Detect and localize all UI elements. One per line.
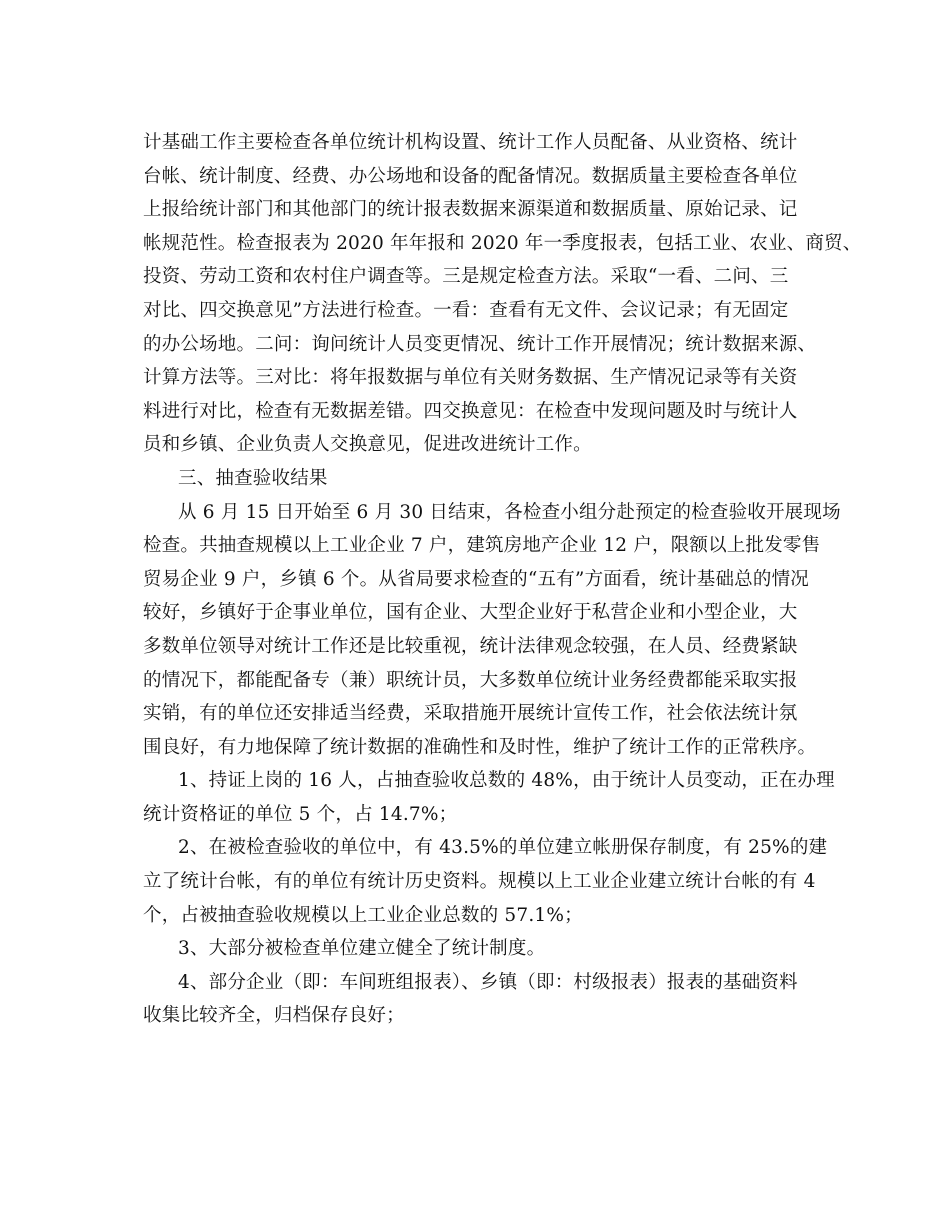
list-item-line: 统计资格证的单位 5 个，占 14.7%； (143, 803, 458, 825)
paragraph-line: 多数单位领导对统计工作还是比较重视，统计法律观念较强，在人员、经费紧缺 (143, 635, 798, 657)
list-item-line: 3、大部分被检查单位建立健全了统计制度。 (178, 938, 546, 960)
paragraph-line: 检查。共抽查规模以上工业企业 7 户，建筑房地产企业 12 户，限额以上批发零售 (143, 535, 821, 557)
paragraph-line: 围良好，有力地保障了统计数据的准确性和及时性，维护了统计工作的正常秩序。 (143, 736, 817, 758)
paragraph-line: 计算方法等。三对比：将年报数据与单位有关财务数据、生产情况记录等有关资 (143, 367, 798, 389)
paragraph-line: 从 6 月 15 日开始至 6 月 30 日结束，各检查小组分赴预定的检查验收开展现场 (178, 501, 841, 523)
paragraph-line: 对比、四交换意见”方法进行检查。一看：查看有无文件、会议记录；有无固定 (143, 299, 789, 321)
list-item-line: 2、在被检查验收的单位中，有 43.5%的单位建立帐册保存制度，有 25%的建 (178, 837, 828, 859)
document-body (143, 126, 862, 1033)
list-item-line: 个，占被抽查验收规模以上工业企业总数的 57.1%； (143, 904, 583, 926)
list-item-line: 1、持证上岗的 16 人，占抽查验收总数的 48%，由于统计人员变动，正在办理 (178, 770, 835, 792)
paragraph-line: 台帐、统计制度、经费、办公场地和设备的配备情况。数据质量主要检查各单位 (143, 165, 798, 187)
paragraph-line: 帐规范性。检查报表为 2020 年年报和 2020 年一季度报表，包括工业、农业、商贸、 (143, 232, 862, 254)
list-item-line: 立了统计台帐，有的单位有统计历史资料。规模以上工业企业建立统计台帐的有 4 (143, 871, 816, 893)
paragraph-line: 的情况下，都能配备专（兼）职统计员，大多数单位统计业务经费都能采取实报 (143, 669, 798, 691)
list-item-line: 收集比较齐全，归档保存良好； (143, 1005, 405, 1027)
paragraph-line: 上报给统计部门和其他部门的统计报表数据来源渠道和数据质量、原始记录、记 (143, 199, 798, 221)
paragraph-line: 料进行对比，检查有无数据差错。四交换意见：在检查中发现问题及时与统计人 (143, 400, 798, 422)
paragraph-line: 员和乡镇、企业负责人交换意见，促进改进统计工作。 (143, 434, 592, 456)
list-item-line: 4、部分企业（即：车间班组报表）、乡镇（即：村级报表）报表的基础资料 (178, 971, 798, 993)
section-heading: 三、抽查验收结果 (178, 467, 328, 489)
paragraph-line: 投资、劳动工资和农村住户调查等。三是规定检查方法。采取“一看、二问、三 (143, 266, 789, 288)
paragraph-line: 计基础工作主要检查各单位统计机构设置、统计工作人员配备、从业资格、统计 (143, 132, 798, 153)
paragraph-line: 贸易企业 9 户，乡镇 6 个。从省局要求检查的“五有”方面看，统计基础总的情况 (143, 568, 809, 590)
paragraph-line: 较好，乡镇好于企事业单位，国有企业、大型企业好于私营企业和小型企业，大 (143, 602, 798, 624)
paragraph-line: 实销，有的单位还安排适当经费，采取措施开展统计宣传工作，社会依法统计氛 (143, 703, 798, 725)
paragraph-line: 的办公场地。二问：询问统计人员变更情况、统计工作开展情况；统计数据来源、 (143, 333, 817, 355)
